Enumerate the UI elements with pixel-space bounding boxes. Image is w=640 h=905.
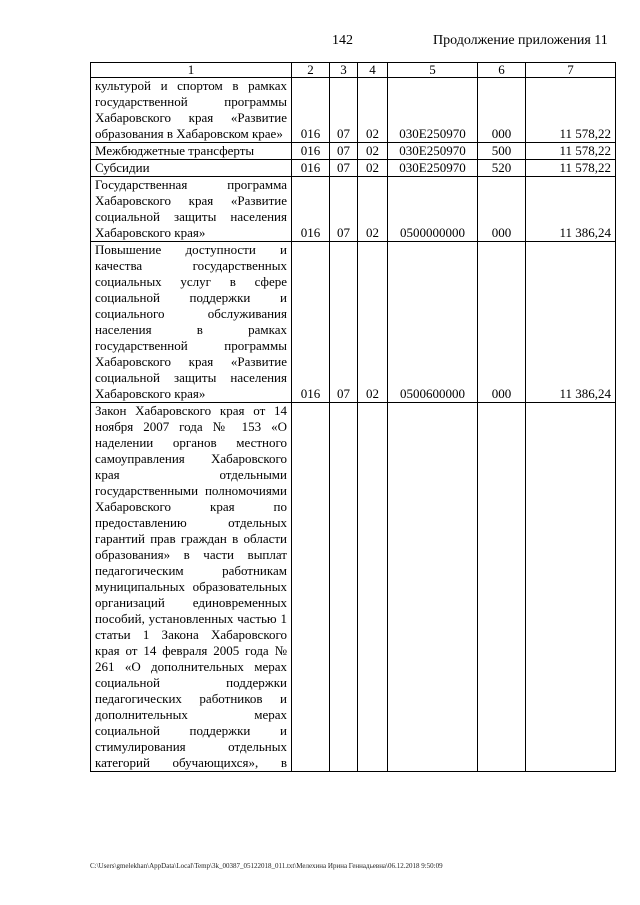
cell-ministry: 016 bbox=[292, 143, 330, 160]
cell-ministry: 016 bbox=[292, 177, 330, 242]
cell-subsection: 02 bbox=[358, 78, 388, 143]
cell-target-article: 030E250970 bbox=[388, 78, 478, 143]
column-header: 6 bbox=[478, 63, 526, 78]
cell-ministry bbox=[292, 403, 330, 772]
column-header: 7 bbox=[526, 63, 616, 78]
cell-expense-type: 000 bbox=[478, 177, 526, 242]
cell-target-article: 030E250970 bbox=[388, 143, 478, 160]
cell-amount: 11 578,22 bbox=[526, 160, 616, 177]
table-row bbox=[91, 177, 616, 242]
cell-section: 07 bbox=[330, 160, 358, 177]
row-name: Закон Хабаровского края от 14 ноября 2007 года № 153 «О наделении органов местного самоуправления Хабаровского края отдельными государственными полномочиями Хабаровского края по предоставлению отдельных гарантий прав граждан в области образования» в части выплат педагогическим работникам муниципальных образовательных организаций единовременных пособий, установленных частью 1 статьи 1 Закона Хабаровского края от 14 февраля 2005 года № 261 «О дополнительных мерах социальной поддержки педагогических работников и дополнительных мерах социальной поддержки и стимулирования отдельных категорий обучающихся», в bbox=[91, 403, 292, 772]
cell-section: 07 bbox=[330, 143, 358, 160]
row-name: Субсидии bbox=[91, 160, 292, 177]
cell-section bbox=[330, 403, 358, 772]
cell-expense-type: 000 bbox=[478, 242, 526, 403]
column-header: 3 bbox=[330, 63, 358, 78]
cell-amount: 11 386,24 bbox=[526, 177, 616, 242]
row-name: Повышение доступности и качества государственных социальных услуг в сфере социальной поддержки и социального обслуживания населения в рамках государственной программы Хабаровского края «Развитие социальной защиты населения Хабаровского края» bbox=[91, 242, 292, 403]
cell-expense-type: 520 bbox=[478, 160, 526, 177]
table-row bbox=[91, 143, 616, 160]
column-header: 4 bbox=[358, 63, 388, 78]
file-path-footer: C:\Users\gmelekhan\AppData\Local\Temp\3k_00387_05122018_011.txt\Мелехина Ирина Геннадьевна\06.12.2018 9:50:09 bbox=[90, 862, 443, 870]
table-row bbox=[91, 78, 616, 143]
cell-amount: 11 386,24 bbox=[526, 242, 616, 403]
cell-amount: 11 578,22 bbox=[526, 143, 616, 160]
cell-subsection: 02 bbox=[358, 177, 388, 242]
cell-target-article: 030E250970 bbox=[388, 160, 478, 177]
row-name: Государственная программа Хабаровского края «Развитие социальной защиты населения Хабаровского края» bbox=[91, 177, 292, 242]
column-header: 2 bbox=[292, 63, 330, 78]
cell-subsection bbox=[358, 403, 388, 772]
column-header: 5 bbox=[388, 63, 478, 78]
cell-section: 07 bbox=[330, 78, 358, 143]
row-name: Межбюджетные трансферты bbox=[91, 143, 292, 160]
budget-table bbox=[90, 62, 616, 772]
table-header-row bbox=[91, 63, 616, 78]
appendix-title: Продолжение приложения 11 bbox=[433, 33, 608, 48]
cell-section: 07 bbox=[330, 242, 358, 403]
cell-target-article: 0500600000 bbox=[388, 242, 478, 403]
table-row bbox=[91, 242, 616, 403]
cell-target-article: 0500000000 bbox=[388, 177, 478, 242]
cell-subsection: 02 bbox=[358, 160, 388, 177]
cell-expense-type: 500 bbox=[478, 143, 526, 160]
cell-target-article bbox=[388, 403, 478, 772]
cell-expense-type: 000 bbox=[478, 78, 526, 143]
cell-section: 07 bbox=[330, 177, 358, 242]
table-row bbox=[91, 160, 616, 177]
table-row bbox=[91, 403, 616, 772]
cell-amount bbox=[526, 403, 616, 772]
cell-ministry: 016 bbox=[292, 160, 330, 177]
cell-ministry: 016 bbox=[292, 242, 330, 403]
cell-amount: 11 578,22 bbox=[526, 78, 616, 143]
cell-subsection: 02 bbox=[358, 143, 388, 160]
row-name: культурой и спортом в рамках государственной программы Хабаровского края «Развитие образования в Хабаровском крае» bbox=[91, 78, 292, 143]
cell-ministry: 016 bbox=[292, 78, 330, 143]
cell-subsection: 02 bbox=[358, 242, 388, 403]
column-header: 1 bbox=[91, 63, 292, 78]
page-number: 142 bbox=[332, 33, 353, 48]
cell-expense-type bbox=[478, 403, 526, 772]
